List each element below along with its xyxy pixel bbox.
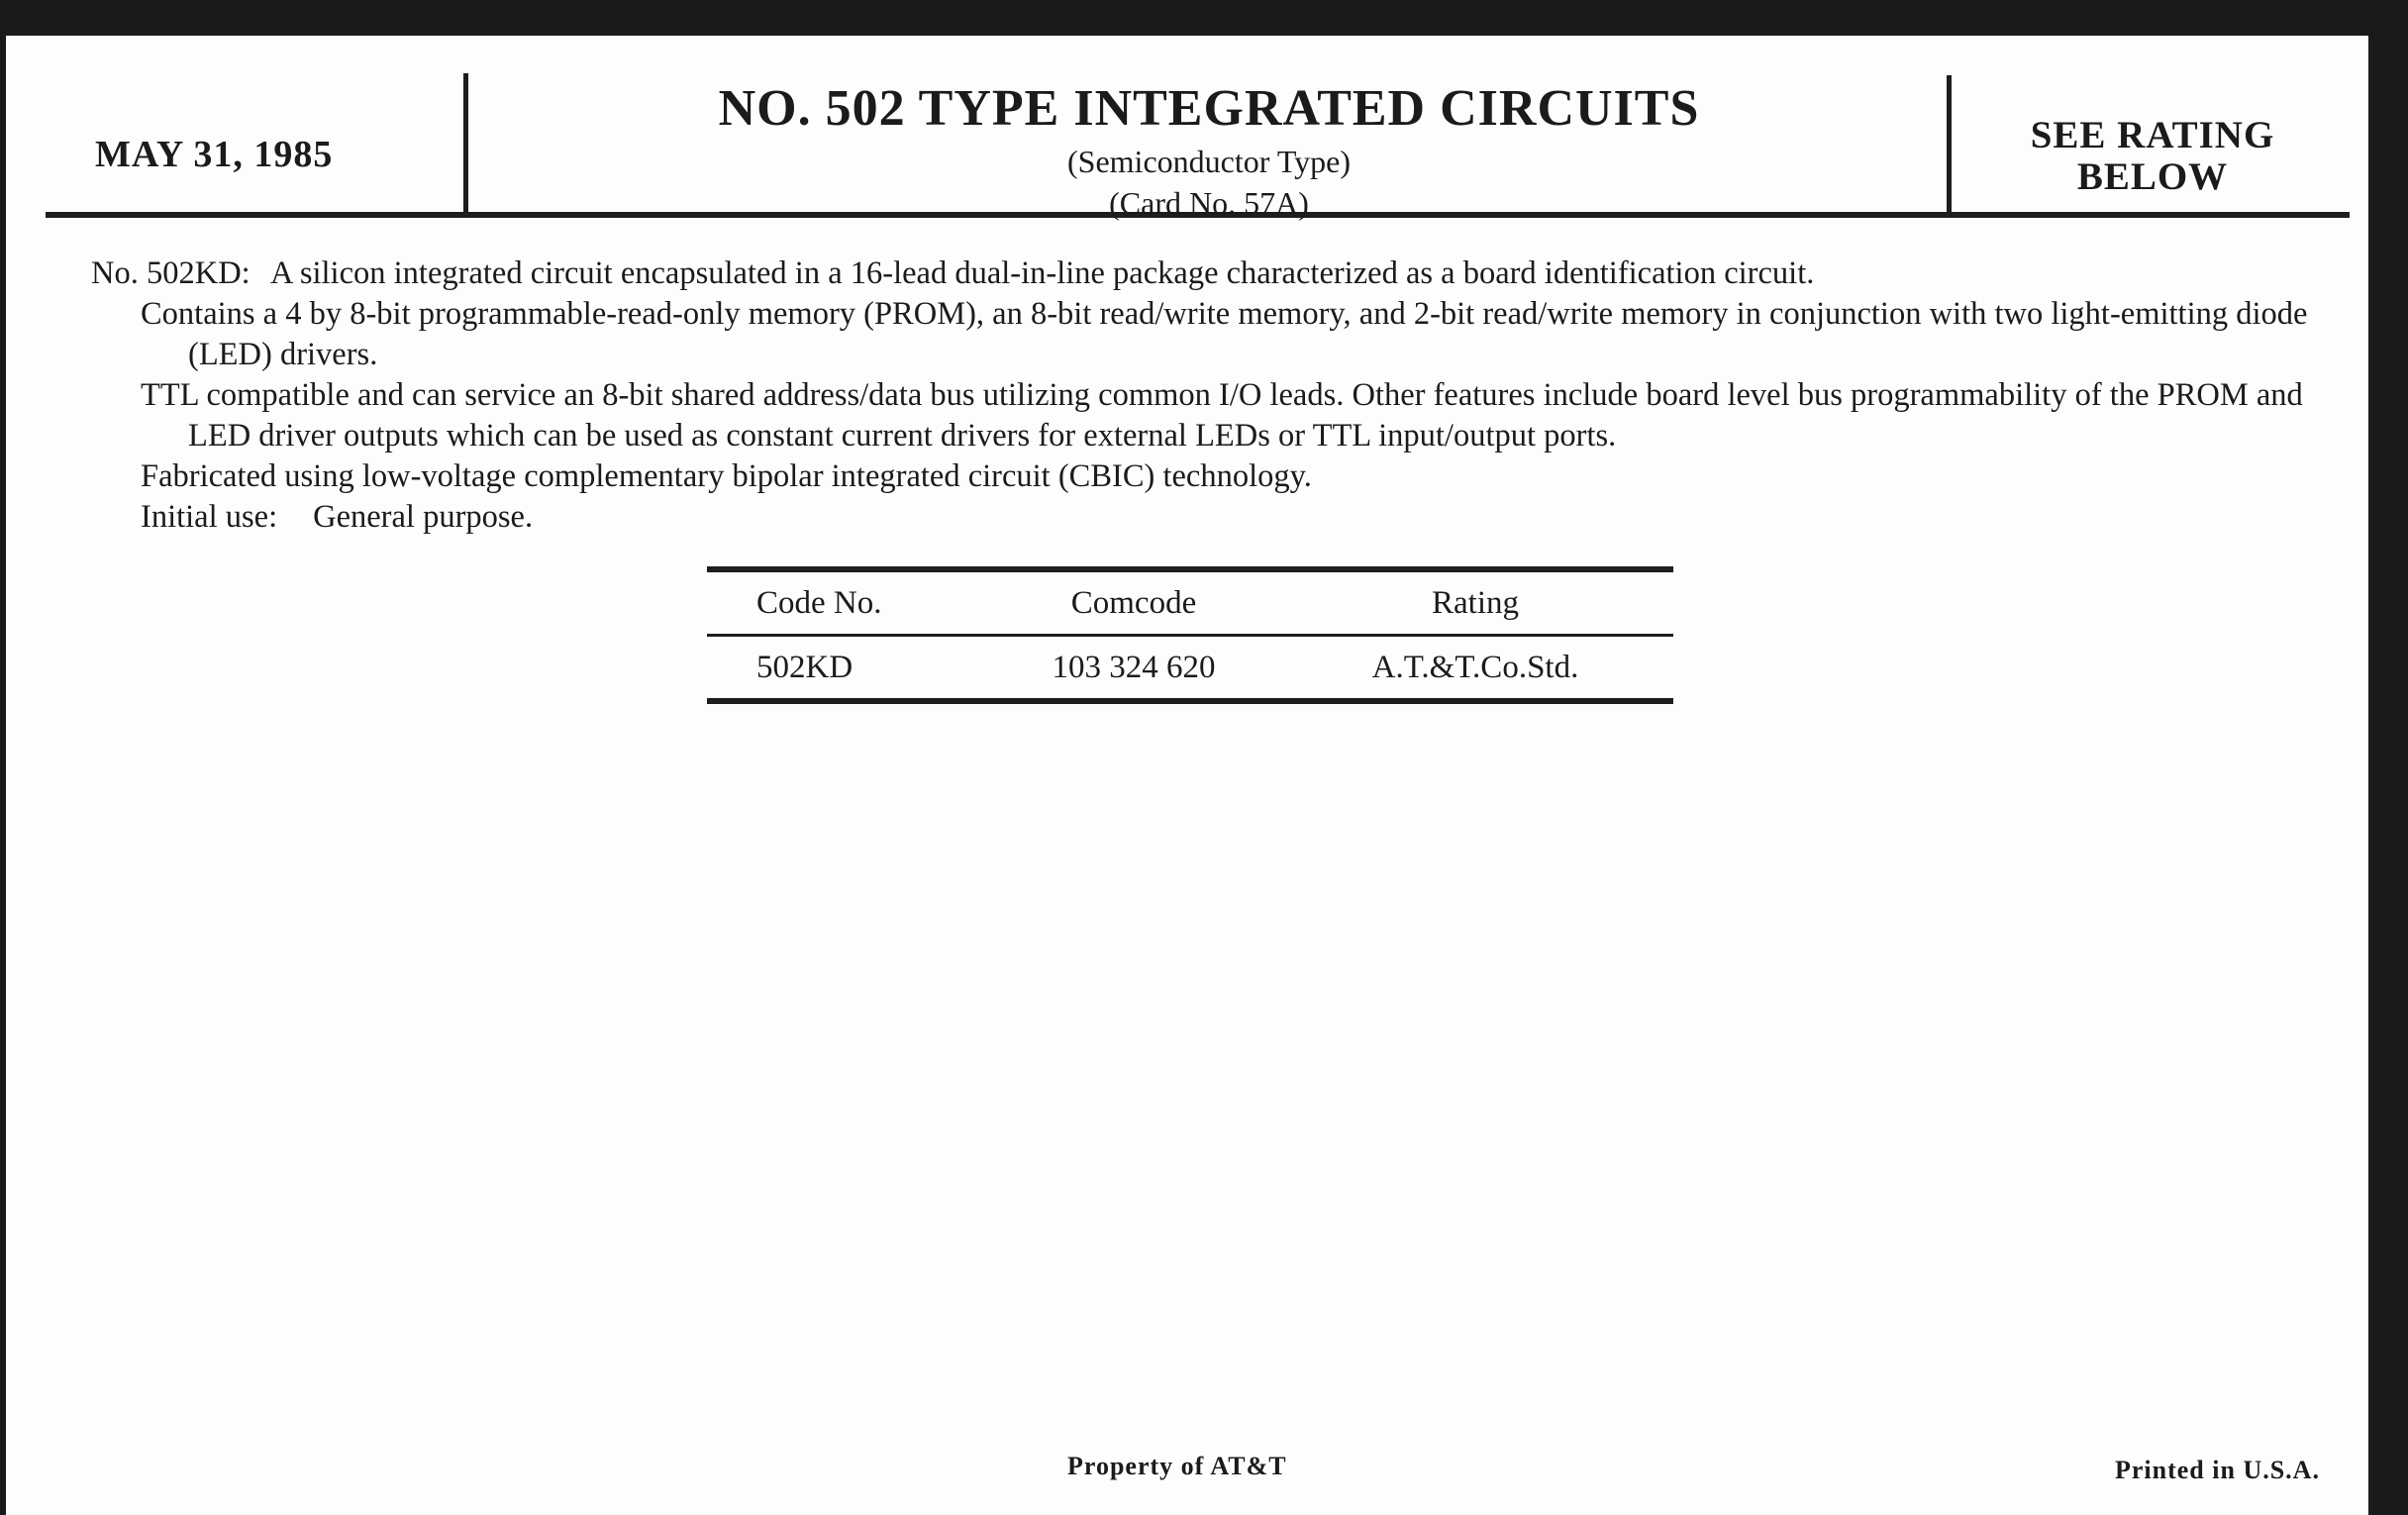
printed-notice: Printed in U.S.A. <box>2115 1456 2320 1484</box>
table-row <box>707 637 1673 698</box>
intro-paragraph <box>91 253 2339 294</box>
header-divider-right <box>1947 75 1952 218</box>
document-title: NO. 502 TYPE INTEGRATED CIRCUITS <box>718 80 1700 137</box>
card-number: (Card No. 57A) <box>1109 185 1309 221</box>
issue-date: MAY 31, 1985 <box>95 134 334 175</box>
header-divider-left <box>463 73 468 216</box>
cell-comcode: 103 324 620 <box>1052 649 1216 685</box>
intro-text: A silicon integrated circuit encapsulated in a 16-lead dual-in-line package characterized as a board identification circuit. <box>270 255 1815 291</box>
document-card <box>6 36 2368 1515</box>
initial-use-value: General purpose. <box>313 499 534 535</box>
features-paragraph: TTL compatible and can service an 8-bit shared address/data bus utilizing common I/O leads. Other features include board level bus programmability of the PROM and LED driver outputs which can be used as constant current drivers for external LEDs or TTL input/output ports. <box>141 377 2303 454</box>
code-table <box>707 566 1673 704</box>
initial-use-label: Initial use: <box>141 499 278 535</box>
part-label: No. 502KD: <box>91 255 251 291</box>
property-notice: Property of AT&T <box>1067 1452 1287 1480</box>
title-block <box>471 77 1947 224</box>
memory-paragraph: Contains a 4 by 8-bit programmable-read-only memory (PROM), an 8-bit read/write memory, and 2-bit read/write memory in conjunction with two light-emitting diode (LED) drivers. <box>141 296 2308 372</box>
table-bottom-rule <box>707 698 1673 704</box>
rating-note <box>1955 115 2351 198</box>
cell-rating: A.T.&T.Co.Std. <box>1371 649 1579 685</box>
fabrication-paragraph: Fabricated using low-voltage complementary bipolar integrated circuit (CBIC) technology. <box>141 458 1312 494</box>
rating-note-line2: BELOW <box>2076 155 2229 198</box>
initial-use-paragraph <box>91 497 2339 538</box>
cell-code-no: 502KD <box>756 649 853 685</box>
description <box>91 253 2339 538</box>
column-header-comcode: Comcode <box>1070 584 1197 621</box>
column-header-rating: Rating <box>1432 584 1519 621</box>
table-header-row <box>707 572 1673 634</box>
document-subtitle: (Semiconductor Type) <box>1067 144 1351 179</box>
rating-note-line1: SEE RATING <box>2030 114 2275 156</box>
column-header-code-no: Code No. <box>756 584 882 621</box>
